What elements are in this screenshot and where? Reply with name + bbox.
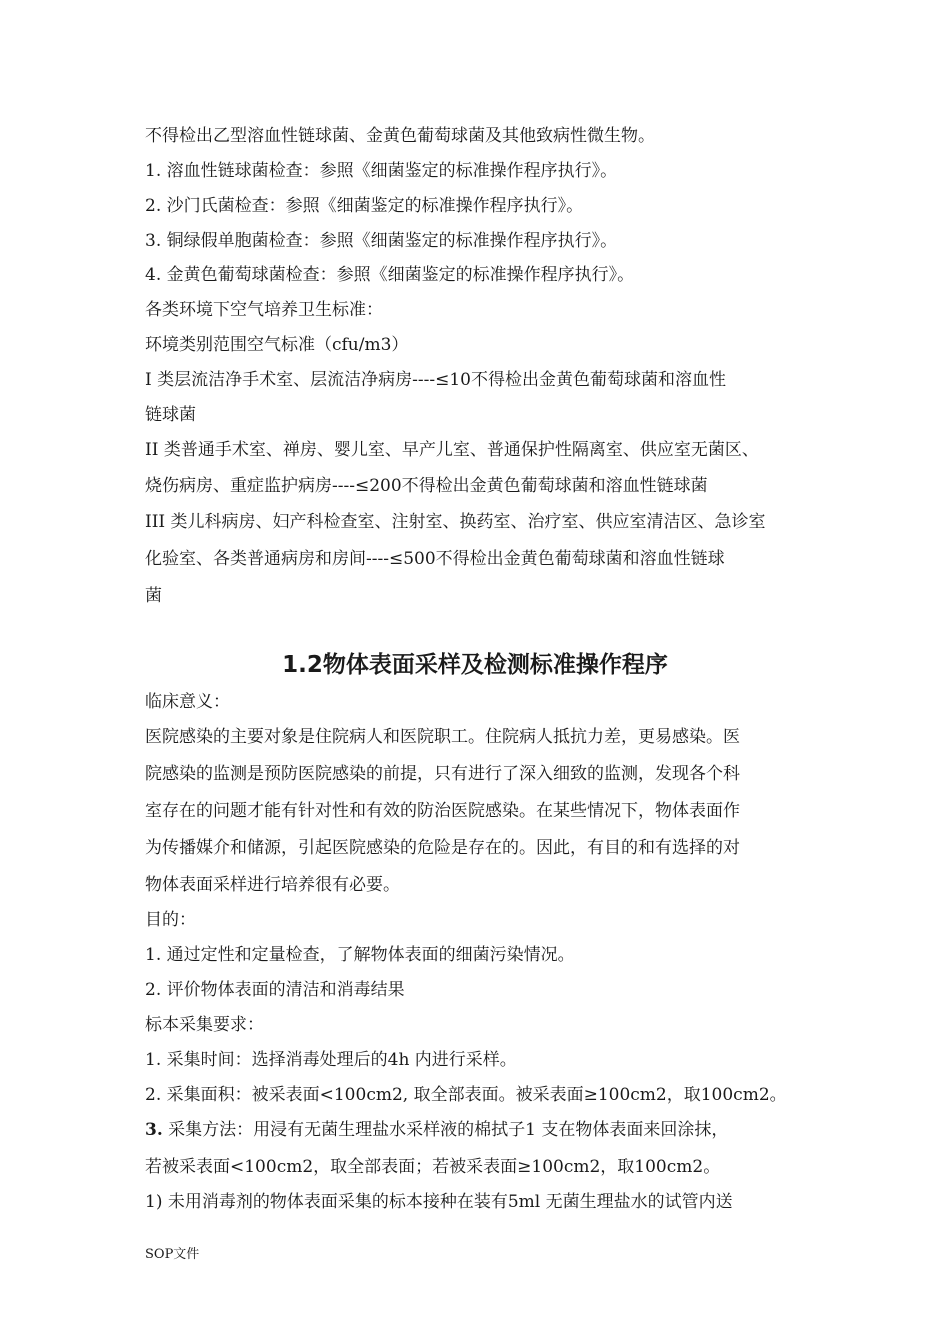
class-1-line: 链球菌 [145, 405, 196, 425]
class-2-line: II 类普通手术室、禅房、婴儿室、早产儿室、普通保护性隔离室、供应室无菌区、 [145, 440, 759, 460]
list-item: 2. 评价物体表面的清洁和消毒结果 [145, 980, 405, 1000]
list-item: 2. 采集面积：被采表面<100cm2, 取全部表面。被采表面≥100cm2，取100cm2。 [145, 1085, 787, 1105]
clinical-label: 临床意义： [145, 692, 230, 712]
page-footer: SOP文件 [145, 1247, 200, 1262]
class-3-line: 菌 [145, 586, 162, 606]
paragraph-line: 医院感染的主要对象是住院病人和医院职工。住院病人抵抗力差，更易感染。医 [145, 727, 740, 747]
section-heading: 1.2物体表面采样及检测标准操作程序 [282, 652, 668, 678]
standards-title: 各类环境下空气培养卫生标准： [145, 300, 383, 320]
paragraph-line: 若被采表面<100cm2，取全部表面；若被采表面≥100cm2，取100cm2。 [145, 1157, 721, 1177]
list-item: 3. 铜绿假单胞菌检查：参照《细菌鉴定的标准操作程序执行》。 [145, 231, 618, 251]
class-3-line: III 类儿科病房、妇产科检查室、注射室、换药室、治疗室、供应室清洁区、急诊室 [145, 512, 766, 532]
paragraph-line: 物体表面采样进行培养很有必要。 [145, 875, 400, 895]
table-header: 环境类别范围空气标准（cfu/m3） [145, 335, 409, 355]
paragraph-line: 室存在的问题才能有针对性和有效的防治医院感染。在某些情况下，物体表面作 [145, 801, 740, 821]
class-2-line: 烧伤病房、重症监护病房----≤200不得检出金黄色葡萄球菌和溶血性链球菌 [145, 476, 708, 496]
list-number: 3. [145, 1120, 163, 1140]
list-item: 4. 金黄色葡萄球菌检查：参照《细菌鉴定的标准操作程序执行》。 [145, 265, 635, 285]
paragraph-line: 为传播媒介和储源，引起医院感染的危险是存在的。因此，有目的和有选择的对 [145, 838, 740, 858]
list-item: 1) 未用消毒剂的物体表面采集的标本接种在装有5ml 无菌生理盐水的试管内送 [145, 1192, 733, 1212]
list-item: 2. 沙门氏菌检查：参照《细菌鉴定的标准操作程序执行》。 [145, 196, 584, 216]
class-1-line: I 类层流洁净手术室、层流洁净病房----≤10不得检出金黄色葡萄球菌和溶血性 [145, 370, 726, 390]
list-text: 采集方法：用浸有无菌生理盐水采样液的棉拭子1 支在物体表面来回涂抹， [162, 1120, 729, 1140]
paragraph-line: 院感染的监测是预防医院感染的前提，只有进行了深入细致的监测，发现各个科 [145, 764, 740, 784]
text-line: 不得检出乙型溶血性链球菌、金黄色葡萄球菌及其他致病性微生物。 [145, 126, 655, 146]
list-item: 1. 溶血性链球菌检查：参照《细菌鉴定的标准操作程序执行》。 [145, 161, 618, 181]
sampling-label: 标本采集要求： [145, 1015, 264, 1035]
list-item: 1. 通过定性和定量检查，了解物体表面的细菌污染情况。 [145, 945, 575, 965]
purpose-label: 目的： [145, 910, 196, 930]
list-item: 1. 采集时间：选择消毒处理后的4h 内进行采样。 [145, 1050, 517, 1070]
list-item [145, 1119, 825, 1141]
class-3-line: 化验室、各类普通病房和房间----≤500不得检出金黄色葡萄球菌和溶血性链球 [145, 549, 725, 569]
